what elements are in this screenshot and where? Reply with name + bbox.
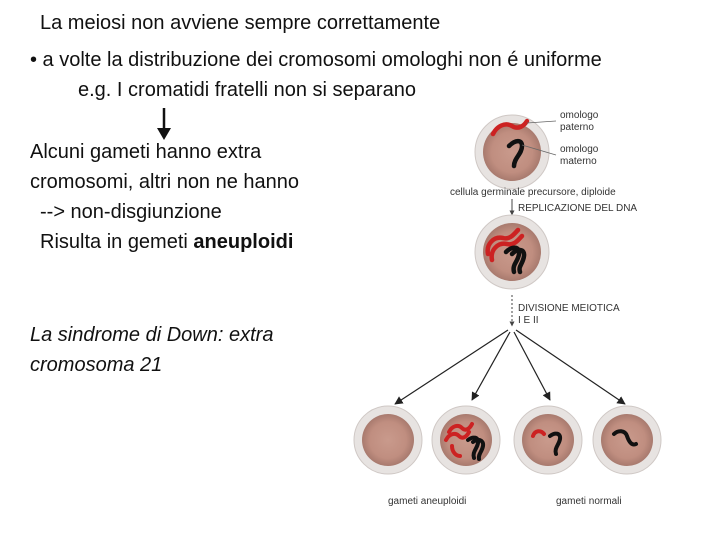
body-line-3: --> non-disgiunzione	[40, 201, 222, 223]
slide-title: La meiosi non avviene sempre correttamente	[40, 12, 441, 34]
maternal-label	[560, 144, 599, 167]
germ-cell-label: cellula germinale precursore, diploide	[450, 187, 616, 198]
meiotic-label-2: I E II	[518, 315, 539, 326]
germ-cell	[475, 115, 549, 189]
body-line-1: Alcuni gameti hanno extra	[30, 141, 262, 163]
replication-label: REPLICAZIONE DEL DNA	[518, 203, 638, 214]
gamete-empty	[354, 406, 422, 474]
down-arrow	[157, 108, 171, 140]
gamete-normal-1	[514, 406, 582, 474]
paternal-label-line-1: omologo	[560, 110, 599, 121]
down-syndrome-line-2: cromosoma 21	[30, 354, 163, 376]
gamete-normal-2	[593, 406, 661, 474]
maternal-label-line-1: omologo	[560, 144, 599, 155]
down-syndrome-line-1: La sindrome di Down: extra	[30, 324, 274, 346]
maternal-label-line-2: materno	[560, 156, 597, 167]
normal-gametes-label: gameti normali	[556, 496, 622, 507]
aneuploid-gametes-label: gameti aneuploidi	[388, 496, 467, 507]
replicated-cell	[475, 215, 549, 289]
body-line-4-prefix: Risulta in gemeti	[40, 231, 194, 253]
bullet-text: • a volte la distribuzione dei cromosomi omologhi non é uniforme	[30, 49, 602, 71]
example-text: e.g. I cromatidi fratelli non si separano	[78, 79, 416, 101]
paternal-label-line-2: paterno	[560, 122, 594, 133]
branch-arrows	[395, 330, 625, 404]
paternal-label	[560, 110, 599, 133]
aneuploidi-word: aneuploidi	[193, 231, 294, 253]
meiotic-label-1: DIVISIONE MEIOTICA	[518, 303, 620, 314]
body-line-2: cromosomi, altri non ne hanno	[30, 171, 300, 193]
gamete-extra	[432, 406, 500, 474]
